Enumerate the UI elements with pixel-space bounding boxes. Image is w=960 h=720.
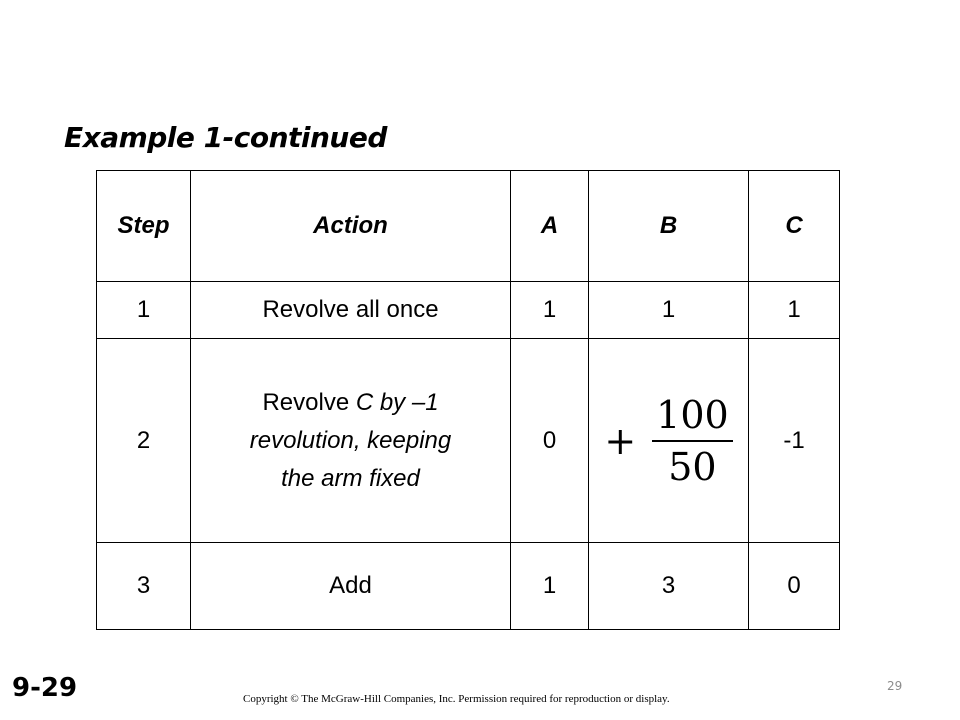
slide-number: 9-29 [12, 673, 78, 703]
table-row [97, 543, 840, 630]
table-row [97, 339, 840, 543]
fraction-expression [604, 392, 732, 489]
fraction [652, 392, 733, 489]
cell-a: 1 [511, 543, 589, 630]
cell-action: Add [191, 543, 511, 630]
cell-b: 3 [589, 543, 749, 630]
header-step: Step [97, 171, 191, 282]
table-header-row [97, 171, 840, 282]
cell-action: Revolve all once [191, 282, 511, 339]
action-upright-text: Revolve [262, 388, 356, 416]
cell-a: 1 [511, 282, 589, 339]
slide-title: Example 1-continued [64, 121, 387, 154]
cell-b: 1 [589, 282, 749, 339]
cell-c: 1 [749, 282, 840, 339]
fraction-numerator: 100 [652, 396, 733, 442]
action-italic-text: C by –1 [355, 388, 439, 416]
header-c: C [749, 171, 840, 282]
header-action: Action [191, 171, 511, 282]
revolution-table [96, 170, 840, 630]
cell-step: 2 [97, 339, 191, 543]
cell-b [589, 339, 749, 543]
action-line-3: the arm fixed [281, 464, 420, 492]
action-line-2: revolution, keeping [249, 426, 452, 454]
header-a: A [511, 171, 589, 282]
cell-step: 3 [97, 543, 191, 630]
cell-step: 1 [97, 282, 191, 339]
cell-c: 0 [749, 543, 840, 630]
cell-action [191, 339, 511, 543]
copyright-notice: Copyright © The McGraw-Hill Companies, Inc. Permission required for reproduction or display. [243, 693, 670, 705]
table-row [97, 282, 840, 339]
fraction-denominator: 50 [668, 444, 717, 489]
action-text [250, 384, 451, 498]
plus-sign: + [604, 418, 637, 463]
page-number: 29 [887, 679, 903, 693]
header-b: B [589, 171, 749, 282]
cell-a: 0 [511, 339, 589, 543]
cell-c: -1 [749, 339, 840, 543]
